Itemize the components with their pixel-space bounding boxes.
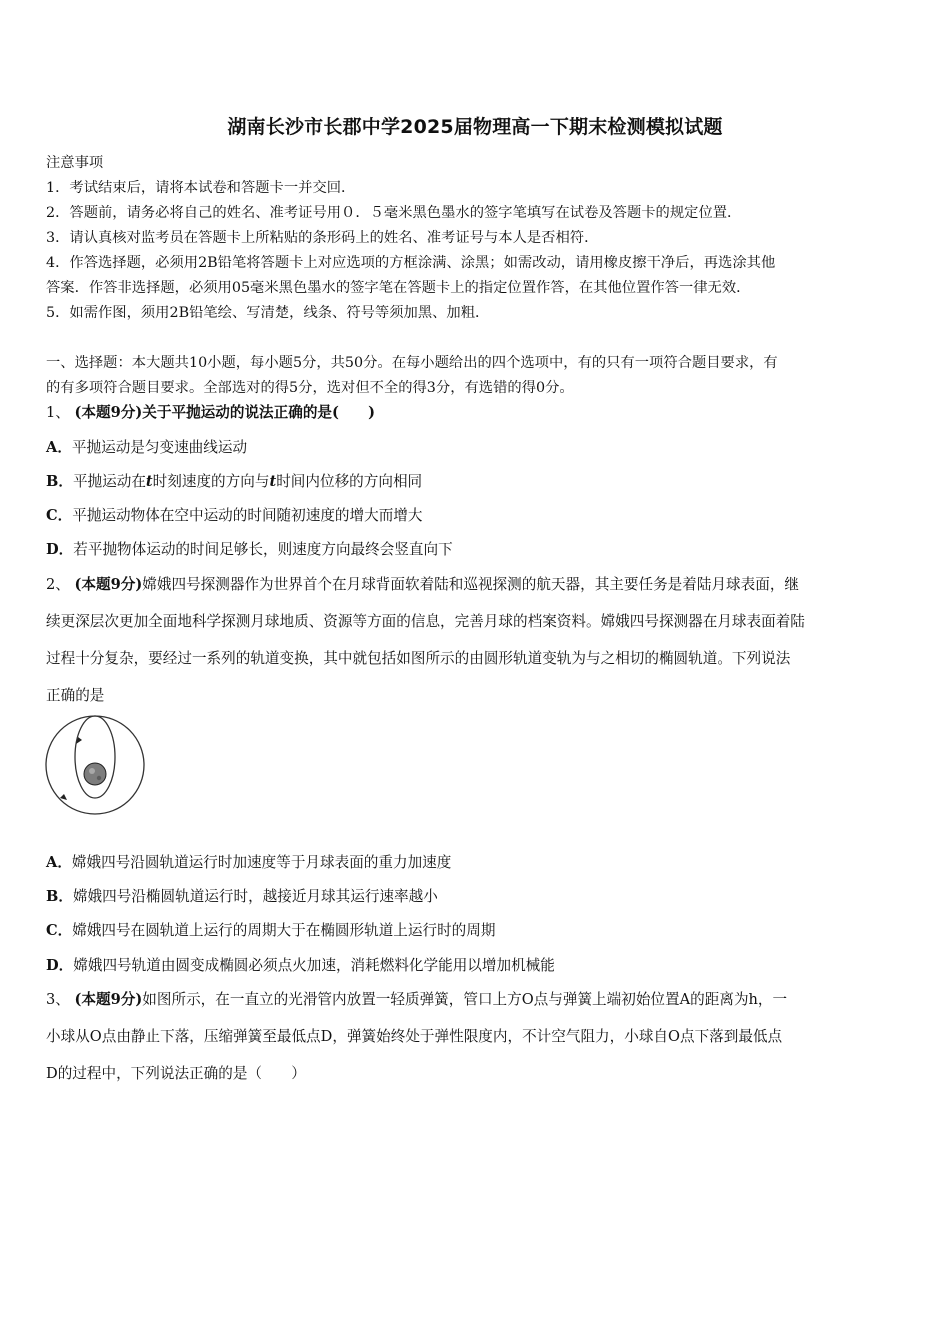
question-2-stem-3: 过程十分复杂，要经过一系列的轨道变换，其中就包括如图所示的由圆形轨道变轨为与之相切的椭圆轨道。下列说法 [46, 650, 791, 667]
option-text-part: 时刻速度的方向与 [152, 473, 270, 490]
question-2-number: 2、 [46, 576, 70, 593]
option-text: 嫦娥四号轨道由圆变成椭圆必须点火加速，消耗燃料化学能用以增加机械能 [73, 957, 555, 974]
option-label: C． [46, 922, 73, 939]
question-2-stem-4: 正确的是 [46, 687, 105, 704]
option-text: 若平抛物体运动的时间足够长，则速度方向最终会竖直向下 [73, 541, 453, 558]
question-2-option-b [46, 885, 908, 906]
question-2-option-c [46, 919, 908, 940]
option-label: A． [46, 854, 72, 871]
question-2-stem-1 [46, 573, 908, 594]
question-1-number: 1、 [46, 404, 70, 421]
option-text: 嫦娥四号沿圆轨道运行时加速度等于月球表面的重力加速度 [71, 854, 452, 871]
variable-t: t [269, 473, 277, 490]
question-1-option-a [46, 436, 908, 457]
question-3-text: 如图所示，在一直立的光滑管内放置一轻质弹簧，管口上方O点与弹簧上端初始位置A的距离为h，一 [142, 991, 788, 1008]
question-1-text: 关于平抛运动的说法正确的是( ) [142, 404, 375, 421]
option-label: D． [46, 541, 74, 558]
notice-item-3: 3．请认真核对监考员在答题卡上所粘贴的条形码上的姓名、准考证号与本人是否相符． [46, 230, 599, 246]
moon [84, 763, 106, 785]
option-label: D． [46, 957, 74, 974]
question-1-tag: (本题9分) [74, 404, 143, 421]
option-label: B． [46, 473, 73, 490]
question-3-tag: (本题9分) [74, 991, 143, 1008]
option-text: 平抛运动是匀变速曲线运动 [71, 439, 248, 456]
question-2-option-a [46, 851, 908, 872]
notice-item-2: 2．答题前，请务必将自己的姓名、准考证号用０．５毫米黑色墨水的签字笔填写在试卷及答题卡的规定位置． [46, 205, 742, 221]
option-text-part: 平抛运动在 [72, 473, 146, 490]
question-1-option-d [46, 538, 908, 559]
arrow-icon [60, 794, 67, 800]
option-text-part: 时间内位移的方向相同 [276, 473, 423, 490]
question-3-number: 3、 [46, 991, 70, 1008]
option-text: 平抛运动物体在空中运动的时间随初速度的增大而增大 [72, 507, 423, 524]
question-3-stem-3: D的过程中，下列说法正确的是（ ） [46, 1065, 306, 1082]
section-instructions-2: 的有多项符合题目要求。全部选对的得5分，选对但不全的得3分，有选错的得0分。 [46, 380, 574, 396]
moon-crater [89, 768, 95, 774]
option-label: C． [46, 507, 73, 524]
option-text: 嫦娥四号沿椭圆轨道运行时，越接近月球其运行速率越小 [72, 888, 438, 905]
notice-item-4: 4．作答选择题，必须用2B铅笔将答题卡上对应选项的方框涂满、涂黑；如需改动，请用橡皮擦干净后，再选涂其他 [46, 255, 776, 271]
notice-item-1: 1．考试结束后，请将本试卷和答题卡一并交回． [46, 180, 356, 196]
notice-heading: 注意事项 [46, 155, 104, 171]
question-2-stem-2: 续更深层次更加全面地科学探测月球地质、资源等方面的信息，完善月球的档案资料。嫦娥四号探测器在月球表面着陆 [46, 613, 805, 630]
question-3-stem-1 [46, 988, 908, 1009]
moon-crater [97, 776, 101, 780]
question-2-text: 嫦娥四号探测器作为世界首个在月球背面软着陆和巡视探测的航天器，其主要任务是着陆月球表面，继 [142, 576, 800, 593]
question-3-stem-2: 小球从O点由静止下落，压缩弹簧至最低点D，弹簧始终处于弹性限度内，不计空气阻力，小球自O点下落到最低点 [46, 1028, 783, 1045]
question-1-stem [46, 401, 908, 422]
section-instructions-1: 一、选择题：本大题共10小题，每小题5分，共50分。在每小题给出的四个选项中，有的只有一项符合题目要求，有 [46, 355, 778, 371]
notice-item-5: 5．如需作图，须用2B铅笔绘、写清楚，线条、符号等须加黑、加粗． [46, 305, 490, 321]
option-label: B． [46, 888, 73, 905]
page-title: 湖南长沙市长郡中学2025届物理高一下期末检测模拟试题 [227, 116, 723, 138]
question-1-option-c [46, 504, 908, 525]
option-label: A． [46, 439, 72, 456]
question-2-option-d [46, 954, 908, 975]
notice-item-4-cont: 答案．作答非选择题，必须用05毫米黑色墨水的签字笔在答题卡上的指定位置作答，在其他位置作答一律无效． [46, 280, 751, 296]
variable-t: t [145, 473, 153, 490]
question-2-tag: (本题9分) [74, 576, 143, 593]
elliptical-orbit [75, 716, 115, 798]
question-1-option-b [46, 470, 908, 491]
option-text: 嫦娥四号在圆轨道上运行的周期大于在椭圆形轨道上运行时的周期 [72, 922, 496, 939]
orbit-diagram [42, 712, 150, 816]
